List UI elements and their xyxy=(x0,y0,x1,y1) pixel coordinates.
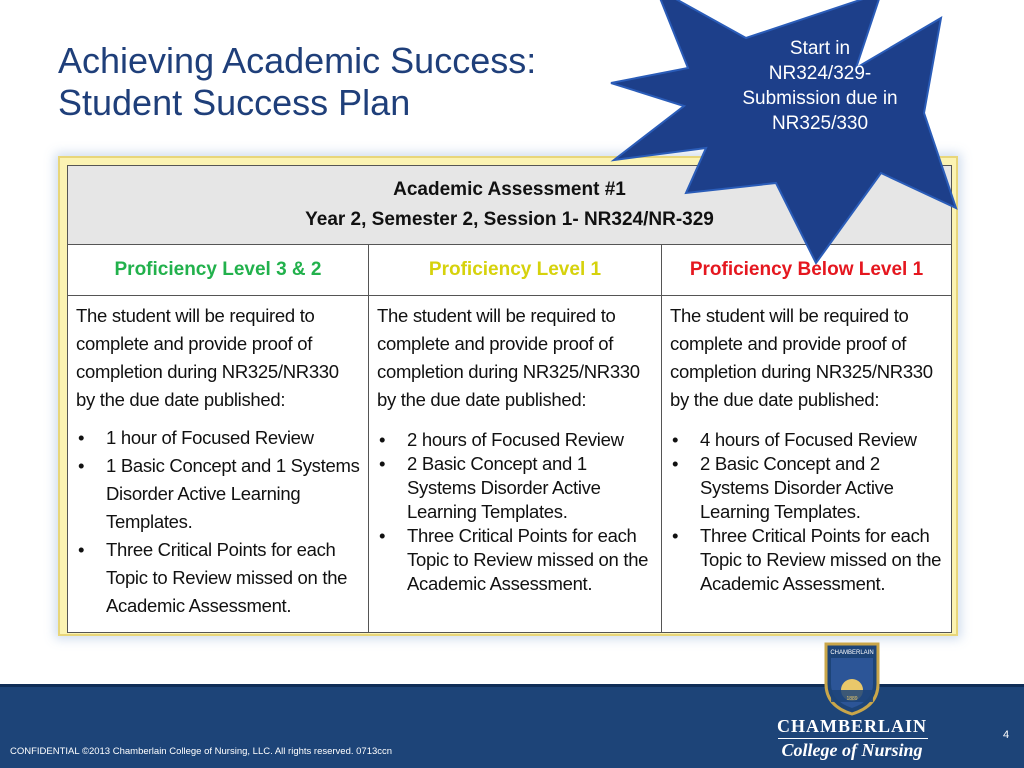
requirements-cell-below-1 xyxy=(662,296,952,633)
crest-year: 1889 xyxy=(846,696,858,702)
callout-text xyxy=(700,36,940,136)
brand-name: CHAMBERLAIN xyxy=(776,716,927,736)
slide-title-line1: Achieving Academic Success: xyxy=(58,40,537,81)
requirements-intro: The student will be required to complete and provide proof of completion during NR325/NR330 by the due date published: xyxy=(377,305,640,410)
list-item: • Three Critical Points for each Topic to Review missed on the Academic Assessment. xyxy=(76,536,360,620)
list-item: • Three Critical Points for each Topic to Review missed on the Academic Assessment. xyxy=(670,524,943,596)
requirements-list xyxy=(670,428,943,596)
callout-line3: Submission due in xyxy=(742,88,898,109)
level-header-3-2: Proficiency Level 3 & 2 xyxy=(68,245,369,296)
list-item: • 2 Basic Concept and 1 Systems Disorder Active Learning Templates. xyxy=(377,452,653,524)
requirements-cell-3-2 xyxy=(68,296,369,633)
list-item: • 1 Basic Concept and 1 Systems Disorder Active Learning Templates. xyxy=(76,452,360,536)
callout-line1: Start in xyxy=(789,38,851,59)
list-item: • Three Critical Points for each Topic to Review missed on the Academic Assessment. xyxy=(377,524,653,596)
table-heading-2: Year 2, Semester 2, Session 1- NR324/NR-329 xyxy=(305,209,714,230)
list-item: • 2 Basic Concept and 2 Systems Disorder Active Learning Templates. xyxy=(670,452,943,524)
requirements-intro: The student will be required to complete and provide proof of completion during NR325/NR330 by the due date published: xyxy=(76,305,339,410)
brand-divider xyxy=(778,738,928,739)
callout-line2: NR324/329- xyxy=(768,63,872,84)
callout-line4: NR325/330 xyxy=(771,113,869,134)
slide-title xyxy=(58,40,536,124)
list-item: • 4 hours of Focused Review xyxy=(670,428,943,452)
slide-title-line2: Student Success Plan xyxy=(58,82,411,123)
table-heading-1: Academic Assessment #1 xyxy=(393,179,626,200)
requirements-intro: The student will be required to complete and provide proof of completion during NR325/NR330 by the due date published: xyxy=(670,305,933,410)
level-header-below-1: Proficiency Below Level 1 xyxy=(662,245,952,296)
list-item: • 1 hour of Focused Review xyxy=(76,424,360,452)
crest-label: CHAMBERLAIN xyxy=(830,650,874,656)
list-item: • 2 hours of Focused Review xyxy=(377,428,653,452)
requirements-list xyxy=(76,424,360,620)
level-header-1: Proficiency Level 1 xyxy=(369,245,662,296)
chamberlain-crest-icon xyxy=(822,640,882,716)
requirements-list xyxy=(377,428,653,596)
page-number: 4 xyxy=(1003,729,1010,741)
confidential-notice: CONFIDENTIAL ©2013 Chamberlain College of Nursing, LLC. All rights reserved. 0713ccn xyxy=(10,746,393,757)
requirements-cell-1 xyxy=(369,296,662,633)
brand-subtitle: College of Nursing xyxy=(781,740,923,760)
